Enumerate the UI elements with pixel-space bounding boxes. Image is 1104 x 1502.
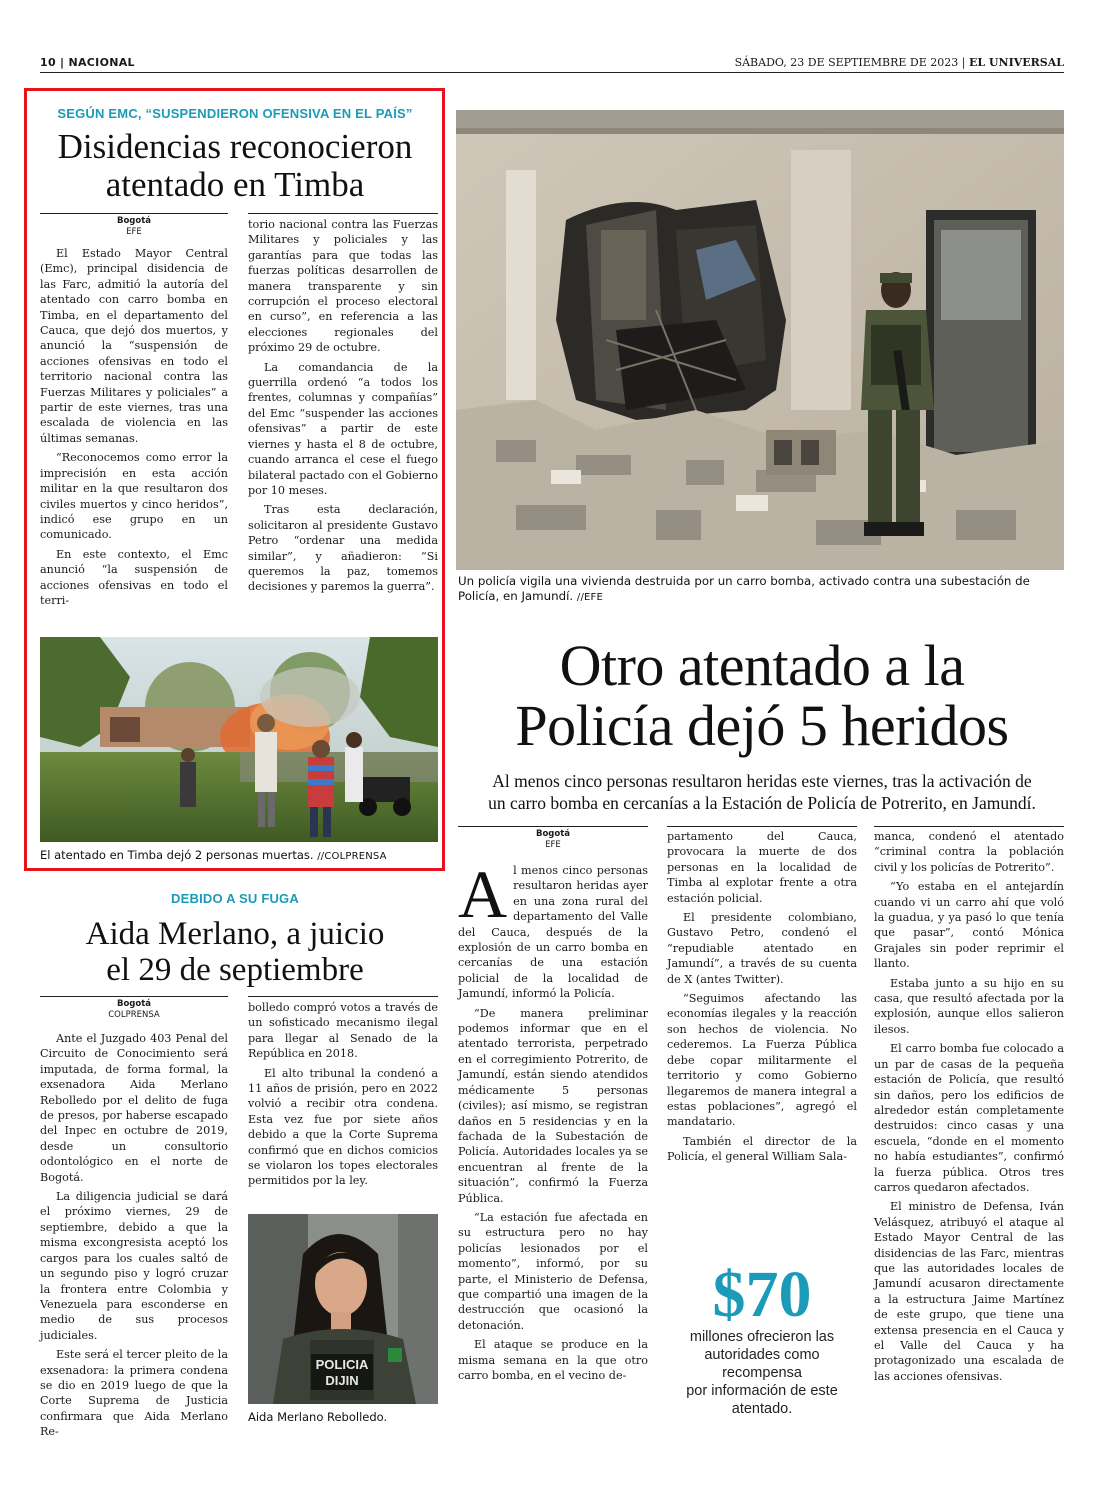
page-section: 10 | NACIONAL xyxy=(40,56,135,69)
reward-amount: $70 xyxy=(712,1258,812,1331)
story2-c2-p2: El alto tribunal la condenó a 11 años de prisión, pero en 2022 volvió a recibir otra condena. Esta vez fue por siete años debido a que la Corte Suprema confirmó que en dichos comicios se violaron los topes electorales permitidos por la ley. xyxy=(248,1066,438,1188)
story1-c1-p2: “Reconocemos como error la imprecisión en esta acción militar en la que resultaron dos civiles muertos y cinco heridos”, indicó ese grupo en un comunicado. xyxy=(40,451,228,542)
story2-column-2 xyxy=(248,1000,438,1193)
main-headline xyxy=(456,633,1068,758)
timba-caption-text: El atentado en Timba dejó 2 personas muertas. xyxy=(40,848,314,862)
story1-headline-line1: Disidencias reconocieron xyxy=(57,127,413,166)
main-byline-rule xyxy=(458,826,648,827)
main-c3-p5: El ministro de Defensa, Iván Velásquez, atribuyó el ataque al Estado Mayor Central de las disidencias de las Farc, mientras que las autoridades locales de Jamundí acusaron directamente a la estructura Jaime Martínez de este grupo, que tiene una extensa presencia en el Cauca y el Valle del Cauca y ha protagonizado una escalada de las acciones ofensivas. xyxy=(874,1200,1064,1383)
story1-column-2 xyxy=(248,217,438,599)
story1-col-rule xyxy=(248,213,438,214)
story1-headline-line2: atentado en Timba xyxy=(105,164,365,204)
story2-kicker: DEBIDO A SU FUGA xyxy=(171,891,299,906)
main-column-1 xyxy=(458,856,648,1387)
story1-c2-p1: torio nacional contra las Fuerzas Militares y policiales y las garantías para que todas las fuerzas políticas desarrollen de manera transparente y sin corrupción el proceso electoral en curso”, en referencia a las elecciones regionales del próximo 29 de octubre. xyxy=(248,218,438,355)
story2-headline-line2: el 29 de septiembre xyxy=(106,951,364,988)
main-headline-line1: Otro atentado a la xyxy=(559,633,965,698)
story2-c1-p1: Ante el Juzgado 403 Penal del Circuito de Conocimiento será imputada, de forma formal, la exsenadora Aida Merlano Rebolledo por el delito de fuga de presos, por haberse escapado del Inpec en octubre de 2019, desde un consultorio odontológico en el norte de Bogotá. xyxy=(40,1032,228,1184)
reward-text-line2: autoridades como recompensa xyxy=(704,1347,820,1381)
main-c1-p1-text: l menos cinco personas resultaron heridas ayer en una zona rural del departamento del Valle del Cauca, después de la explosión de un carro bomba en cercanías de una estación policial de la localidad de Jamundí, informó la Policía. xyxy=(458,864,648,1001)
vest-label-dijin: DIJIN xyxy=(325,1373,359,1388)
reward-text xyxy=(667,1328,857,1418)
page-folio xyxy=(40,55,1064,73)
main-c2-p1: partamento del Cauca, provocara la muerte de dos personas en la localidad de Timba al explotar frente a otra estación policial. xyxy=(667,830,857,905)
story1-byline xyxy=(40,216,228,237)
reward-text-line1: millones ofrecieron las xyxy=(689,1329,835,1345)
paper-name: EL UNIVERSAL xyxy=(968,56,1064,69)
story2-byline xyxy=(40,999,228,1020)
jamundi-caption-text: Un policía vigila una vivienda destruida por un carro bomba, activado contra una subestación de Policía, en Jamundí. xyxy=(458,574,1030,603)
jamundi-photo xyxy=(456,110,1064,570)
folio-date-paper xyxy=(735,56,1064,69)
timba-caption-credit: //COLPRENSA xyxy=(317,851,387,862)
story2-c1-p2: La diligencia judicial se dará el próximo viernes, 29 de septiembre, debido a que la misma excongresista aceptó los cargos para los cuales saltó de un segundo piso y logró cruzar la frontera entre Colombia y Venezuela para esconderse en medio de sus procesos judiciales. xyxy=(40,1190,228,1342)
story1-headline xyxy=(30,128,440,204)
main-c2-p2: El presidente colombiano, Gustavo Petro, condenó el “repudiable atentado en Jamundí”, a través de su cuenta de X (antes Twitter). xyxy=(667,911,857,986)
story1-byline-rule xyxy=(40,213,228,214)
jamundi-photo-graphic xyxy=(456,110,1064,570)
main-column-2 xyxy=(667,829,857,1169)
story1-byline-agency: EFE xyxy=(126,226,142,237)
reward-text-line4: atentado. xyxy=(731,1401,793,1417)
merlano-photo xyxy=(248,1214,438,1404)
story2-byline-rule xyxy=(40,996,228,997)
story1-c2-p2: La comandancia de la guerrilla ordenó “a todos los frentes, columnas y compañías” del Emc “suspender las acciones ofensivas” a partir de este viernes y hasta el 8 de octubre, cuando arranca el cese el fuego bilateral pactado con el Gobierno por 10 meses. xyxy=(248,360,438,497)
main-deck-line1: Al menos cinco personas resultaron heridas este viernes, tras la activación de xyxy=(492,771,1032,791)
story2-byline-city: Bogotá xyxy=(116,999,152,1009)
main-c2-p4: También el director de la Policía, el general William Sala- xyxy=(667,1134,857,1164)
main-dropcap: A xyxy=(458,856,508,932)
story2-col-rule xyxy=(248,996,438,997)
story2-column-1 xyxy=(40,1031,228,1444)
timba-photo xyxy=(40,637,438,842)
story2-headline-line1: Aida Merlano, a juicio xyxy=(85,916,385,952)
main-c3-p2: “Yo estaba en el antejardín cuando vi un carro ahí que voló la guadua, y ya pasó lo que tenía que pasar”, contó Mónica Grajales sin poder reprimir el llanto. xyxy=(874,880,1064,971)
vest-label-policia: POLICIA xyxy=(315,1357,369,1372)
story2-c2-p1: bolledo compró votos a través de un sofisticado mecanismo ilegal para llegar al Senado de la República en 2018. xyxy=(248,1001,438,1061)
story1-c1-p1: El Estado Mayor Central (Emc), principal disidencia de las Farc, admitió la autoría del atentado con carro bomba en Timba, en el departamento del Cauca, que dejó dos muertos, y anunció la “suspensión de acciones ofensivas en todo el territorio nacional contra las Fuerzas Militares y policiales” a partir de este viernes, tras una escalada de violencia en las últimas semanas. xyxy=(40,247,228,445)
main-col3-rule xyxy=(874,826,1064,827)
story1-c1-p3: En este contexto, el Emc anunció “la suspensión de acciones ofensivas en todo el terri- xyxy=(40,547,228,607)
story2-c1-p3: Este será el tercer pleito de la exsenadora: la primera condena se dio en 2019 luego de que la Corte Suprema de Justicia confirmara que Aida Merlano Re- xyxy=(40,1348,228,1439)
story1-c2-p3: Tras esta declaración, solicitaron al presidente Gustavo Petro “ordenar una medida similar”, y añadieron: “Si queremos la paz, tomemos decisiones y paremos la guerra”. xyxy=(248,503,438,594)
main-c1-p3: “La estación fue afectada en su estructura pero no hay policías lesionados por el momento”, informó, por su parte, el Ministerio de Defensa, que compartió una imagen de la destrucción que ocasionó la detonación. xyxy=(458,1210,648,1332)
main-column-3 xyxy=(874,829,1064,1388)
main-col2-rule xyxy=(667,826,857,827)
story1-byline-city: Bogotá xyxy=(116,216,152,226)
main-deck-line2: un carro bomba en cercanías a la Estación de Policía de Potrerito, en Jamundí. xyxy=(488,793,1036,813)
main-byline-agency: EFE xyxy=(545,839,561,850)
main-headline-line2: Policía dejó 5 heridos xyxy=(515,693,1009,758)
jamundi-photo-caption xyxy=(458,574,1068,605)
main-c1-p2: “De manera preliminar podemos informar que en el atentado terrorista, perpetrado en el corregimiento Potrerito, de Jamundí, están siendo atendidos médicamente 5 personas (civiles); así mismo, se registran daños en 5 residencias y en la fachada de la Subestación de Policía. Autoridades locales ya se encuentran al frente de la situación”, confirmó la Fuerza Pública. xyxy=(458,1006,648,1205)
merlano-photo-graphic xyxy=(248,1214,438,1404)
merlano-photo-caption: Aida Merlano Rebolledo. xyxy=(248,1410,388,1424)
reward-text-line3: por información de este xyxy=(686,1383,838,1399)
story2-byline-agency: COLPRENSA xyxy=(108,1009,160,1020)
story2-headline xyxy=(30,917,440,988)
timba-photo-caption xyxy=(40,848,438,864)
story1-kicker: SEGÚN EMC, “SUSPENDIERON OFENSIVA EN EL PAÍS” xyxy=(57,106,413,121)
story1-column-1 xyxy=(40,246,228,612)
main-byline-city: Bogotá xyxy=(535,829,571,839)
main-c3-p1: manca, condenó el atentado “criminal contra la población civil y los policías de Potrerito”. xyxy=(874,830,1064,874)
main-c1-p1 xyxy=(458,856,648,1002)
main-deck xyxy=(456,770,1068,814)
main-c3-p3: Estaba junto a su hijo en su casa, que resultó afectada por la explosión, aunque ellos salieron ilesos. xyxy=(874,976,1064,1036)
main-c3-p4: El carro bomba fue colocado a un par de casas de la pequeña estación de Policía, que resultó sin daños, pero los edificios de alrededor están completamente destruidos: cinco casas y una escuela, “donde en el momento no había estudiantes”, confirmó la fuerza pública. Otros tres carros quedaron afectados. xyxy=(874,1042,1064,1194)
main-c1-p4: El ataque se produce en la misma semana en la que otro carro bomba, en el vecino de- xyxy=(458,1338,648,1382)
reward-callout xyxy=(667,1258,857,1418)
main-byline xyxy=(458,829,648,850)
timba-photo-graphic xyxy=(40,637,438,842)
folio-date: SÁBADO, 23 DE SEPTIEMBRE DE 2023 | xyxy=(734,56,966,69)
main-c2-p3: “Seguimos afectando las economías ilegales y la reacción son hechos de violencia. No cederemos. La Fuerza Pública debe copar militarmente el territorio y como Gobierno llegaremos de manera integral a estas poblaciones”, agregó el mandatario. xyxy=(667,992,857,1129)
jamundi-caption-credit: //EFE xyxy=(576,592,604,603)
